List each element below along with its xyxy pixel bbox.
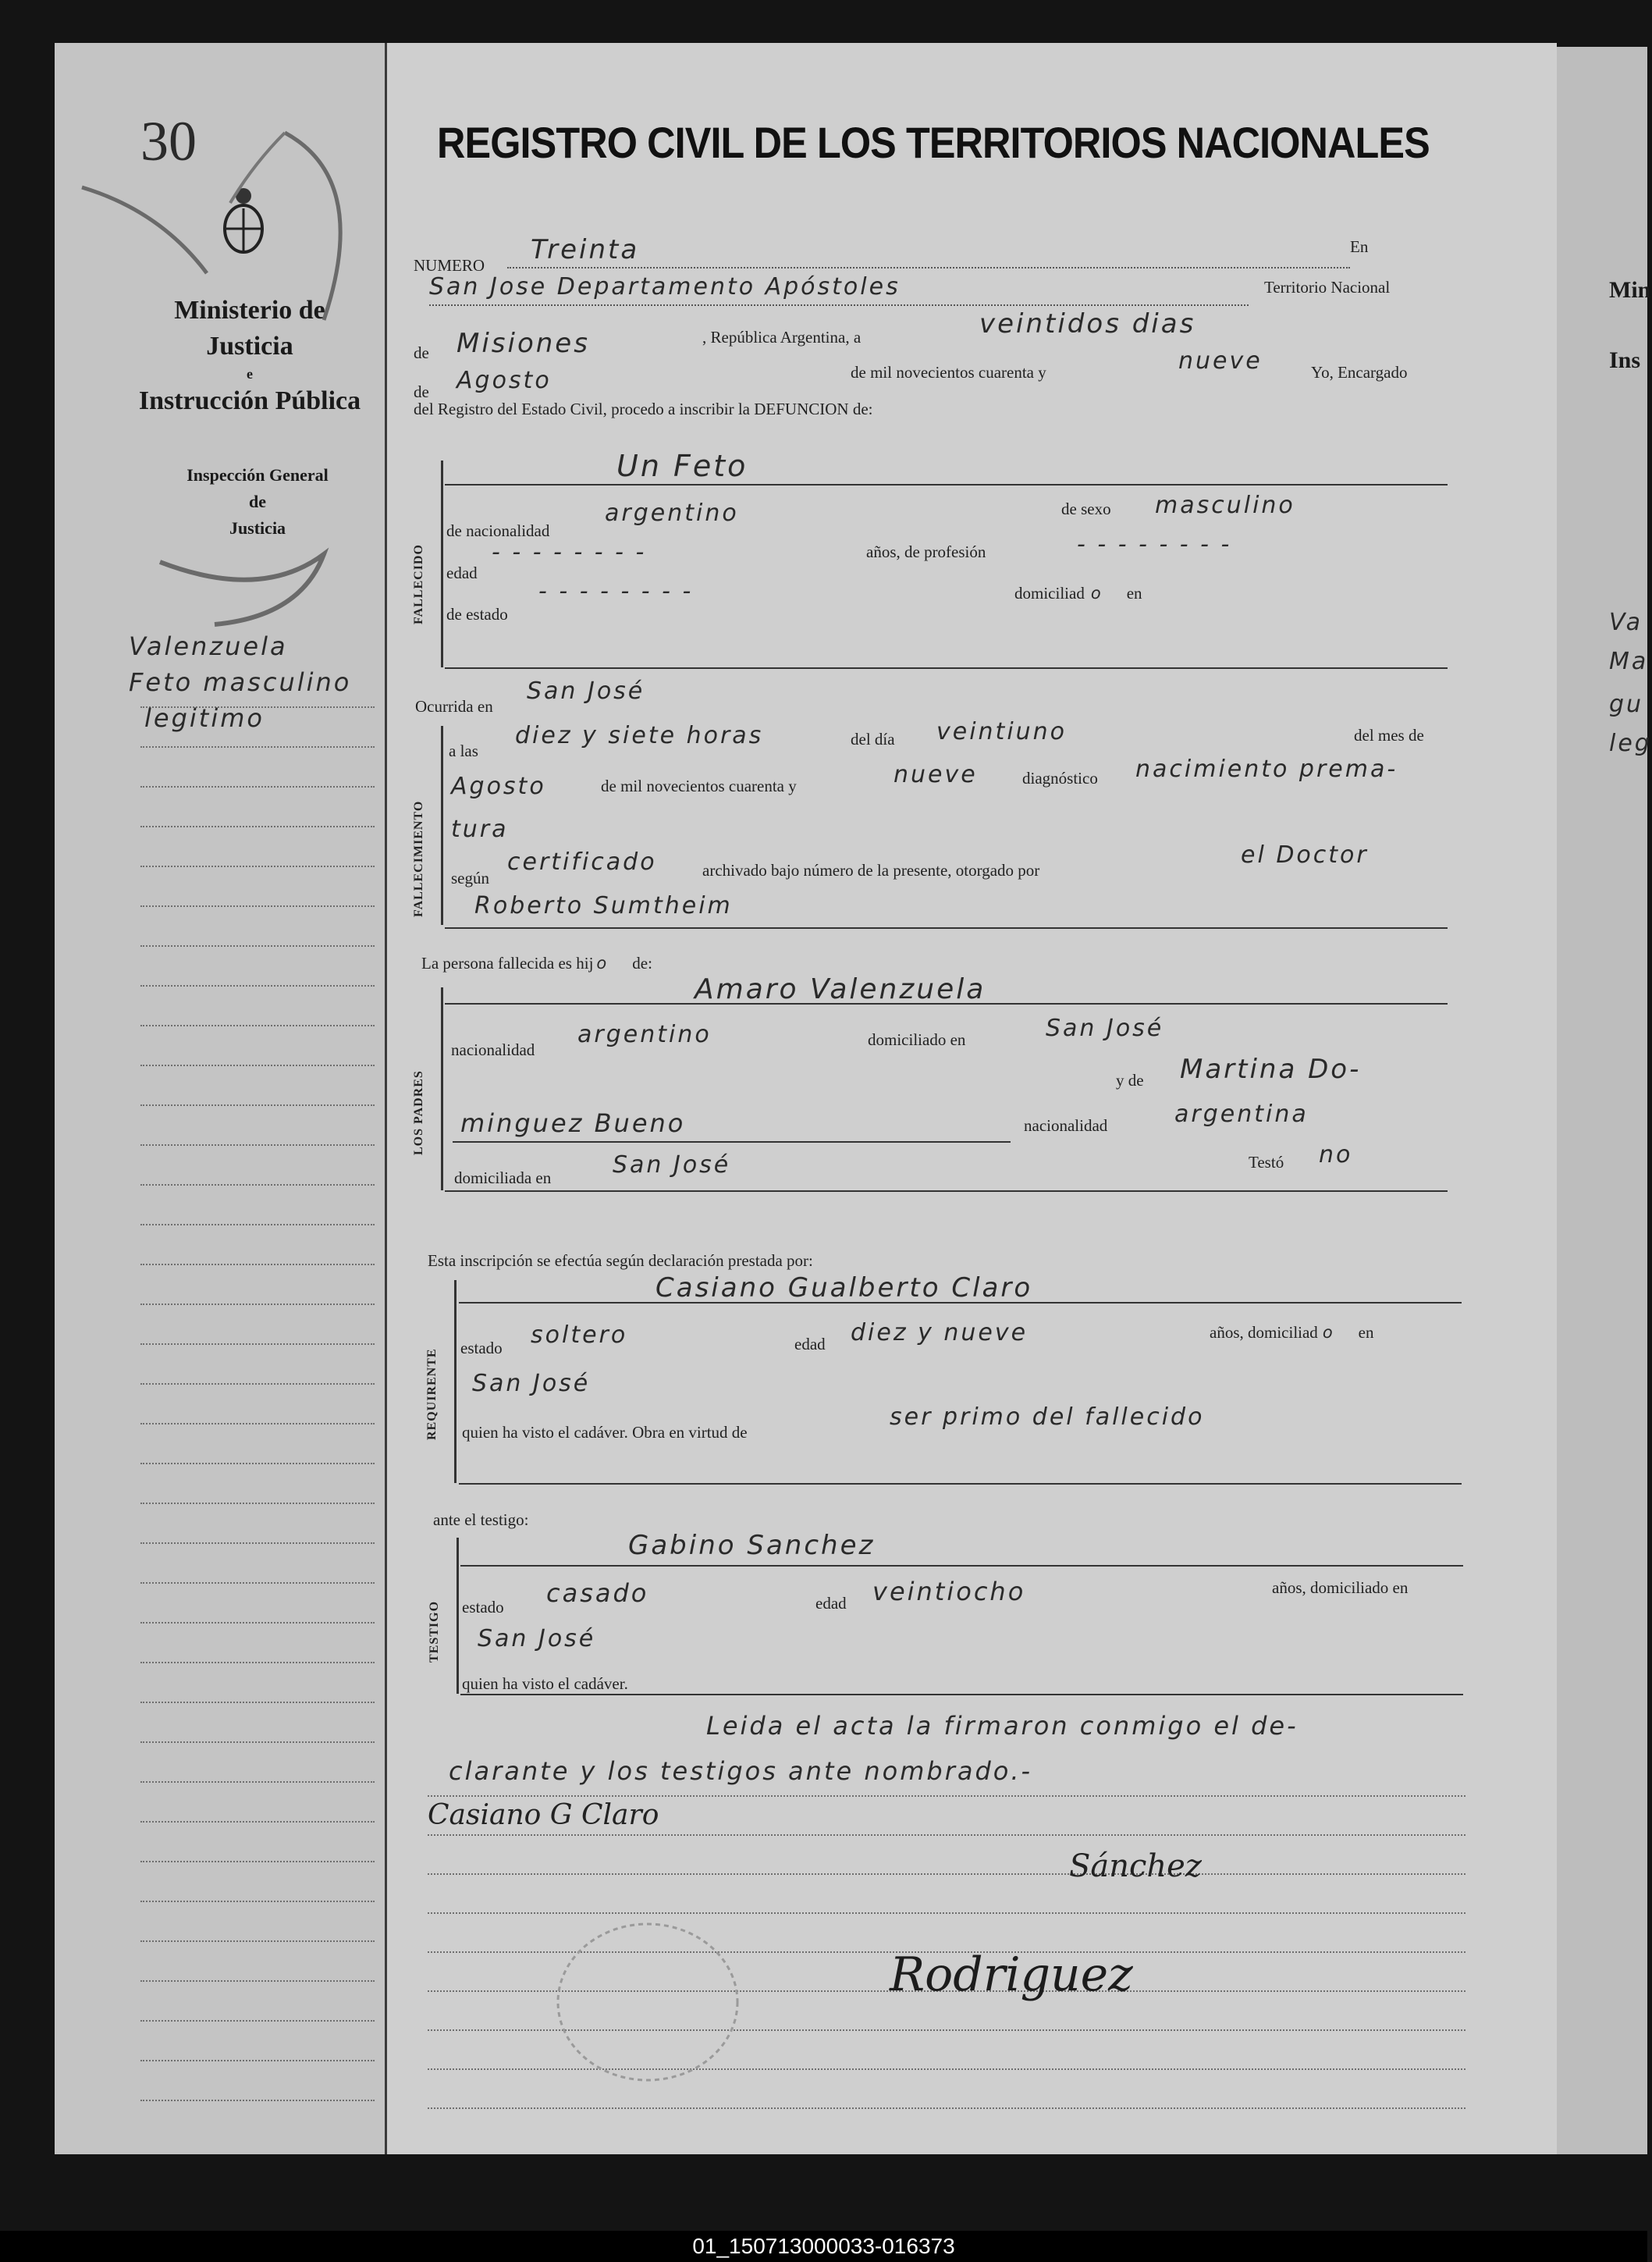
requirente-end-line: [459, 1483, 1462, 1485]
padres-intro-suffix: o: [596, 954, 609, 973]
dia-value: veintidos dias: [979, 308, 1196, 340]
domic-en: en: [1126, 584, 1142, 603]
req-domic-value: San José: [472, 1370, 591, 1397]
madre-domic-label: domiciliada en: [454, 1168, 552, 1187]
signature-rodriguez: Rodriguez: [890, 1947, 1133, 2002]
margin-ruled-line: [140, 985, 375, 987]
margin-ruled-line: [140, 1781, 375, 1783]
padre-line: [445, 1003, 1448, 1005]
territorio-label: Territorio Nacional: [1264, 278, 1391, 297]
right-page-text-6: leg: [1609, 730, 1652, 757]
madre-domic-value: San José: [613, 1151, 731, 1179]
margin-ruled-line: [140, 1861, 375, 1862]
numero-value: Treinta: [531, 234, 640, 265]
closing-line-1: Leida el acta la firmaron conmigo el de-: [706, 1711, 1299, 1741]
dia-value: veintiuno: [936, 718, 1068, 745]
inspection-line-2: de: [249, 492, 266, 512]
testigo-intro: ante el testigo:: [433, 1510, 529, 1529]
fallecimiento-side-label: FALLECIMIENTO: [412, 800, 425, 917]
mes-label: del mes de: [1354, 726, 1424, 745]
archivado-label: archivado bajo número de la presente, otorgado por: [702, 861, 1040, 880]
padres-intro-text: La persona fallecida es hij: [421, 954, 594, 973]
body-ruled-line: [428, 2107, 1465, 2109]
fallecido-end-line: [445, 667, 1448, 669]
numero-label: NUMERO: [414, 256, 485, 275]
ocurrida-label: Ocurrida en: [415, 697, 493, 716]
fallecimiento-end-line: [445, 927, 1448, 929]
testigo-anios-label: años, domiciliado en: [1272, 1578, 1409, 1597]
margin-ruled-line: [140, 2060, 375, 2061]
margin-ruled-line: [140, 1901, 375, 1902]
territorio-value: Misiones: [457, 328, 590, 359]
requirente-intro: Esta inscripción se efectúa según declaración prestada por:: [428, 1251, 813, 1270]
segun-value: certificado: [507, 848, 657, 876]
dia-label: del día: [851, 730, 895, 749]
intro-text: del Registro del Estado Civil, procedo a inscribir la DEFUNCION de:: [414, 400, 873, 418]
testigo-estado-label: estado: [462, 1598, 504, 1616]
inspection-line-3: Justicia: [229, 518, 286, 539]
ministry-line-1: Ministerio de Justicia: [174, 296, 325, 361]
right-page-text-1: Min: [1609, 277, 1651, 303]
right-page-text-3: Va: [1609, 609, 1643, 636]
req-en: en: [1358, 1323, 1374, 1342]
fallec-anio-label: de mil novecientos cuarenta y: [601, 777, 797, 795]
fallecido-anios-label: años, de profesión: [866, 542, 986, 561]
fallecido-name: Un Feto: [616, 449, 748, 483]
ministry-line-2: e: [247, 365, 253, 382]
margin-ruled-line: [140, 1065, 375, 1066]
anio-label: de mil novecientos cuarenta y: [851, 363, 1046, 382]
fallecido-nac-label: de nacionalidad: [446, 521, 550, 540]
testo-label: Testó: [1249, 1153, 1284, 1172]
page-number: 30: [140, 110, 197, 172]
req-domic-suffix: o: [1322, 1323, 1335, 1342]
diag-label: diagnóstico: [1022, 769, 1098, 788]
faint-seal: [546, 1912, 749, 2092]
margin-ruled-line: [140, 1144, 375, 1146]
body-ruled-line: [428, 1795, 1465, 1797]
fallecido-edad-label: edad: [446, 564, 478, 582]
republica-label: , República Argentina, a: [702, 328, 862, 347]
padres-intro: [421, 954, 652, 973]
otorgado-value: el Doctor: [1241, 841, 1369, 869]
testo-value: no: [1319, 1141, 1353, 1168]
locality-leader: [429, 304, 1249, 306]
fallecido-name-line: [445, 484, 1448, 485]
page-title: REGISTRO CIVIL DE LOS TERRITORIOS NACIONALES: [437, 118, 1430, 167]
req-edad-label: edad: [794, 1335, 826, 1353]
right-page-text-5: gu: [1609, 691, 1644, 718]
padres-side-label: LOS PADRES: [412, 1070, 425, 1155]
margin-note-status: legitimo: [144, 703, 265, 733]
requirente-side-label: REQUIRENTE: [425, 1348, 439, 1440]
margin-ruled-line: [140, 1224, 375, 1225]
req-anios-label: [1210, 1323, 1374, 1343]
horas-value: diez y siete horas: [515, 722, 764, 749]
madre-nac-value: argentina: [1174, 1101, 1309, 1128]
fallecimiento-bracket: [441, 726, 443, 925]
margin-ruled-line: [140, 1423, 375, 1424]
req-obra-label: quien ha visto el cadáver. Obra en virtud de: [462, 1423, 748, 1442]
madre-name-2: minguez Bueno: [460, 1108, 686, 1138]
padre-domic-label: domiciliado en: [868, 1030, 966, 1049]
domic-label-text: domiciliad: [1014, 584, 1085, 603]
margin-ruled-line: [140, 866, 375, 867]
anio-value: nueve: [1178, 347, 1263, 375]
testigo-name: Gabino Sanchez: [628, 1530, 876, 1561]
margin-ruled-line: [140, 2020, 375, 2022]
margin-ruled-line: [140, 1303, 375, 1305]
margin-ruled-line: [140, 1463, 375, 1464]
fallecido-edad-value: - - - - - - - -: [492, 539, 647, 566]
body-ruled-line: [428, 1834, 1465, 1836]
testigo-estado-value: casado: [546, 1578, 649, 1608]
requirente-name-line: [459, 1302, 1462, 1303]
margin-ruled-line: [140, 1821, 375, 1823]
de-label: de: [414, 343, 429, 362]
margin-ruled-line: [140, 1343, 375, 1345]
closing-line-2: clarante y los testigos ante nombrado.-: [449, 1756, 1033, 1786]
padre-nac-value: argentino: [577, 1021, 712, 1048]
testigo-end-line: [460, 1694, 1463, 1695]
margin-ruled-line: [140, 1184, 375, 1186]
testigo-visto-label: quien ha visto el cadáver.: [462, 1674, 628, 1693]
padres-end-line: [445, 1190, 1448, 1192]
domic-suffix: o: [1090, 584, 1103, 603]
margin-ruled-line: [140, 1622, 375, 1624]
margin-ruled-line: [140, 1104, 375, 1106]
margin-ruled-line: [140, 1383, 375, 1385]
signature-sanchez: Sánchez: [1069, 1848, 1202, 1884]
horas-label: a las: [449, 742, 478, 760]
numero-leader: [507, 267, 1350, 269]
stamp-flourish: [66, 117, 363, 632]
signature-claro: Casiano G Claro: [428, 1799, 659, 1831]
fallecido-domic-label: [1014, 584, 1142, 603]
ministry-line-3: Instrucción Pública: [138, 386, 361, 416]
de2-label: de: [414, 382, 429, 401]
segun-label: según: [451, 869, 489, 887]
margin-note-type: Feto masculino: [129, 667, 352, 697]
margin-ruled-line: [140, 746, 375, 748]
padre-domic-value: San José: [1046, 1015, 1164, 1042]
en-label: En: [1350, 237, 1369, 256]
madre-nac-label: nacionalidad: [1024, 1116, 1108, 1135]
fallec-anio-value: nueve: [894, 761, 978, 788]
madre-name: Martina Do-: [1180, 1054, 1362, 1085]
right-page-text-4: Ma: [1609, 648, 1649, 675]
req-estado-label: estado: [460, 1339, 503, 1357]
right-page-text-2: Ins: [1609, 347, 1641, 373]
requirente-name: Casiano Gualberto Claro: [655, 1272, 1033, 1303]
mes-value-fallec: Agosto: [451, 773, 546, 800]
margin-ruled-line: [140, 1025, 375, 1026]
inspection-line-1: Inspección General: [187, 465, 329, 485]
requirente-bracket: [454, 1280, 457, 1483]
margin-ruled-line: [140, 1741, 375, 1743]
req-anios-text: años, domiciliad: [1210, 1323, 1318, 1342]
padres-bracket: [441, 987, 443, 1190]
testigo-name-line: [460, 1565, 1463, 1567]
padres-intro-de: de:: [632, 954, 652, 973]
testigo-side-label: TESTIGO: [428, 1600, 441, 1663]
req-estado-value: soltero: [531, 1321, 628, 1349]
fallecido-estado-label: de estado: [446, 605, 508, 624]
margin-ruled-line: [140, 2100, 375, 2101]
margin-ruled-line: [140, 905, 375, 907]
margin-ruled-line: [140, 1662, 375, 1663]
margin-ruled-line: [140, 826, 375, 827]
fallecido-sexo-value: masculino: [1155, 492, 1295, 519]
margin-ruled-line: [140, 1980, 375, 1982]
fallecido-estado-value: - - - - - - - -: [538, 578, 694, 605]
req-edad-value: diez y nueve: [851, 1319, 1029, 1346]
margin-ruled-line: [140, 786, 375, 788]
margin-ruled-line: [140, 1582, 375, 1584]
margin-ruled-line: [140, 1264, 375, 1265]
margin-ruled-line: [140, 1940, 375, 1942]
fallecido-bracket: [441, 461, 443, 667]
testigo-bracket: [457, 1538, 459, 1694]
margin-ruled-line: [140, 1542, 375, 1544]
margin-note-surname: Valenzuela: [129, 631, 288, 661]
fallecido-prof-value: - - - - - - - -: [1077, 531, 1232, 558]
testigo-domic-value: San José: [478, 1625, 596, 1652]
fallecido-sexo-label: de sexo: [1061, 500, 1111, 518]
diag-value-2: tura: [451, 816, 509, 843]
diag-value: nacimiento prema-: [1135, 756, 1398, 783]
margin-ruled-line: [140, 945, 375, 947]
testigo-edad-value: veintiocho: [872, 1577, 1026, 1606]
req-obra-value: ser primo del fallecido: [890, 1403, 1205, 1431]
y-de-label: y de: [1116, 1071, 1144, 1090]
margin-note: [129, 628, 351, 736]
margin-ruled-line: [140, 1702, 375, 1703]
fallecido-side-label: FALLECIDO: [412, 544, 425, 624]
margin-ruled-line: [140, 1503, 375, 1504]
mes-value: Agosto: [457, 367, 552, 394]
encargado-label: Yo, Encargado: [1311, 363, 1408, 382]
fallecido-nac-value: argentino: [605, 500, 739, 527]
madre-line: [453, 1141, 1011, 1143]
padre-name: Amaro Valenzuela: [695, 973, 986, 1005]
testigo-edad-label: edad: [815, 1594, 847, 1613]
doctor-value: Roberto Sumtheim: [474, 892, 733, 919]
ocurrida-value: San José: [527, 678, 645, 705]
padre-nac-label: nacionalidad: [451, 1040, 535, 1059]
footer-id: 01_150713000033-016373: [0, 2231, 1647, 2262]
locality-value: San Jose Departamento Apóstoles: [429, 273, 901, 301]
body-ruled-line: [428, 1873, 1465, 1875]
